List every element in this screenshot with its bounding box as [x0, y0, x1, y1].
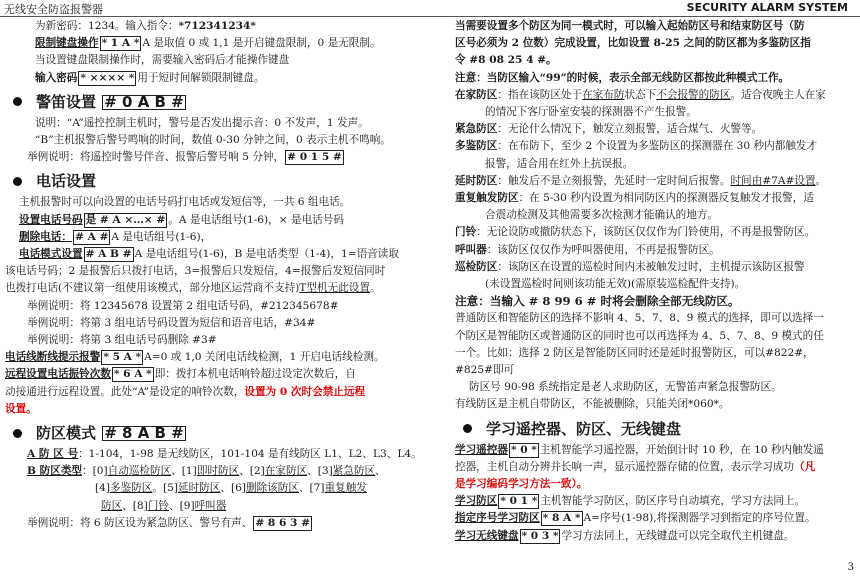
elderly-zone-note: 防区号 90-98 系统指定是老人求助防区，无警笛声紧急报警防区。 [469, 381, 782, 394]
ring-warning-cont [5, 401, 445, 418]
text: 时间由#7A#设置 [730, 174, 816, 187]
text: 、[2] [239, 465, 265, 478]
page-header [0, 0, 860, 17]
zone-type-0: 自动巡检防区 [107, 465, 172, 478]
learn-remote-cont [455, 459, 855, 476]
learn-note-red: （凡 [794, 460, 816, 473]
delete-phone-line [5, 229, 445, 246]
ring-count-keys: * 6 A * [113, 368, 152, 381]
learn-indexed-zone-line [455, 510, 855, 527]
patrol-zone-cont: (未设置巡检时间则该功能无效)(需原装巡检配件支持)。 [485, 278, 746, 291]
learn-heading [455, 418, 855, 440]
keypad-limit-note: 当设置键盘限制操作时，需要输入密码后才能操作键盘 [35, 54, 290, 67]
zone-mode-heading [5, 422, 445, 444]
bullet-icon [13, 97, 22, 106]
text: 。[5] [152, 482, 178, 495]
zone-example-keys: # 8 6 3 # [255, 516, 310, 529]
phone-heading [5, 170, 445, 192]
zone-type-line [5, 463, 445, 480]
text: ：[0] [82, 465, 108, 478]
phone-mode-note [5, 280, 445, 297]
learn-title: 学习遥控器、防区、无线键盘 [486, 419, 682, 438]
learn-remote-cont-2 [455, 476, 855, 493]
text: ：该防区仅仅作为呼叫器使用，不再是报警防区。 [486, 243, 720, 256]
phone-mode-line [5, 246, 445, 263]
input-password-line [5, 70, 445, 87]
mode-note-2: 个防区是智能防区或普通防区的同时也可以再选择为 4、5、7、8、9 模式的任 [455, 329, 824, 342]
zone-number-line [5, 446, 445, 463]
text: ：1-104，1-98 是无线防区，101-104 是有线防区 L1、L2、L3、L4。 [78, 448, 422, 461]
bullet-icon [463, 424, 472, 433]
t-model-note: T型机无此设置 [299, 282, 370, 295]
text: ：触发后不是立刻报警，先延时一定时间后报警。 [497, 174, 731, 187]
zone-type-9: 呼叫器 [194, 499, 227, 512]
patrol-zone-line [455, 259, 855, 276]
wired-zone-note: 有线防区是主机自带防区，不能被删除，只能关闭*060*。 [455, 398, 730, 411]
text: ：在 5-30 秒内设置为相同防区内的探测器反复触发才报警，适 [518, 192, 814, 205]
zone-type-4: 多鉴防区 [110, 482, 153, 495]
learn-remote-line [455, 442, 855, 459]
learn-keypad-label: 学习无线键盘 [455, 529, 519, 542]
learn-keypad-keys: * 0 3 * [521, 529, 559, 542]
text: 、[9] [168, 499, 195, 512]
line-cut-text: A=0 或 1,0 关闭电话线检测，1 开启电话线检测。 [144, 351, 385, 364]
zone-type-2: 在家防区 [264, 465, 308, 478]
page-number: 3 [847, 562, 854, 573]
multi-detect-zone-line [455, 138, 855, 155]
text: 。 [815, 174, 827, 187]
zone-example [5, 515, 445, 532]
keypad-limit-keys: * 1 A * [101, 37, 140, 50]
emergency-zone-label: 紧急防区 [455, 123, 498, 136]
learn-note-red-end: 是学习编码学习方法一致）。 [455, 478, 588, 491]
header-title-en: SECURITY ALARM SYSTEM [686, 1, 848, 14]
learn-remote-label: 学习遥控器 [455, 443, 508, 456]
zone-type-line-3 [5, 498, 445, 515]
left-column [5, 18, 445, 532]
multi-zone-note-1: 当需要设置多个防区为同一模式时，可以输入起始防区号和结束防区号（防 [455, 20, 805, 32]
set-phone-text: 。A 是电话组号(1-6)，× 是电话号码 [168, 213, 344, 226]
text: 不会报警的防区 [656, 88, 731, 101]
doorbell-line [455, 224, 855, 241]
mode-note-1: 普通防区和智能防区的选择不影响 4、5、7、8、9 模式的选择，即可以选择一 [455, 312, 824, 325]
text: 主机智能学习遥控器，开始倒计时 10 秒，在 10 秒内触发遥 [539, 443, 824, 456]
zone-mode-keys: # 8 A B # [104, 424, 184, 443]
pager-label: 呼叫器 [455, 243, 487, 256]
delete-phone-text: A 是电话组号(1-6)， [111, 230, 212, 243]
zone-type-label: B 防区类型 [27, 465, 83, 478]
text: [4] [95, 482, 111, 495]
delay-zone-line [455, 173, 855, 190]
phone-title: 电话设置 [36, 172, 97, 191]
text: 、[8] [122, 499, 148, 512]
multi-detect-zone-cont: 报警，适合用在红外上抗误报。 [485, 157, 634, 170]
zone-type-1: 即时防区 [196, 465, 240, 478]
text: 动接通进行远程设置。此处“A”是设定的响铃次数， [5, 385, 245, 398]
text: 主机智能学习防区，防区序号自动填充，学习方法同上。 [540, 495, 806, 508]
text: 、[3] [307, 465, 333, 478]
patrol-zone-label: 巡检防区 [455, 260, 498, 273]
phone-intro: 主机报警时可以向设置的电话号码打电话或发短信等，一共 6 组电话。 [19, 196, 351, 209]
delete-all-note: 注意：当输入 # 8 99 6 # 时将会删除全部无线防区。 [455, 294, 740, 309]
siren-keys: # 0 A B # [104, 92, 184, 111]
learn-zone-line [455, 493, 855, 510]
phone-example-2: 举例说明：将第 3 组电话号码设置为短信和语音电话，#34# [27, 316, 316, 329]
siren-desc-b: “B”主机报警后警号鸣响的时间，数值 0-30 分钟之间，0 表示主机不鸣响。 [35, 134, 391, 147]
repeat-zone-cont: 合震动检测及其他需要多次检测才能确认的地方。 [485, 209, 719, 222]
siren-desc-a: 说明：“A”遥控控制主机时，警号是否发出提示音：0 不发声，1 发声。 [35, 116, 369, 129]
delete-phone-label: 删除电话： [19, 230, 72, 243]
learn-remote-keys: * 0 * [510, 443, 537, 456]
text: ：无论什么情况下，触发立刻报警，适合煤气、火警等。 [497, 123, 763, 136]
bullet-icon [13, 177, 22, 186]
keypad-limit-line [5, 35, 445, 52]
keypad-limit-text: A 是取值 0 或 1,1 是开启键盘限制，0 是无限制。 [142, 37, 381, 50]
text: 、[6] [220, 482, 246, 495]
all-zones-note: 注意：当防区输入“99”的时候，表示全部无线防区都按此种模式工作。 [455, 71, 790, 84]
text: 举例说明：将遥控时警号伴音、报警后警号响 5 分钟， [27, 151, 285, 164]
repeat-zone-label: 重复触发防区 [455, 192, 519, 205]
multi-zone-note-3: 令 #8 08 25 4 #。 [455, 54, 557, 67]
learn-keypad-line [455, 528, 855, 545]
header-title-cn: 无线安全防盗报警器 [4, 3, 103, 16]
repeat-zone-line [455, 190, 855, 207]
line-cut-keys: * 5 A * [103, 351, 142, 364]
ring-count-cont [5, 384, 445, 401]
phone-mode-label: 电话模式设置 [19, 248, 83, 261]
delete-phone-keys: # A # [74, 230, 109, 243]
learn-zone-label: 学习防区 [455, 495, 498, 508]
text: 状态下 [624, 88, 657, 101]
delay-zone-label: 延时防区 [455, 174, 498, 187]
text: 。适合夜晚主人在家 [730, 88, 826, 101]
ring-count-line [5, 366, 445, 383]
bullet-icon [13, 429, 22, 438]
ring-warning: 设置为 0 次时会禁止远程 [244, 385, 366, 398]
text: 在家布防 [582, 88, 625, 101]
mode-note-3: 一个。比如：选择 2 防区是智能防区同时还是延时报警防区，可以#822#， [455, 346, 814, 359]
text: 、 [375, 465, 386, 478]
phone-example-3: 举例说明：将第 3 组电话号码删除 #3# [27, 334, 217, 347]
text: ：该防区在设置的巡检时间内未被触发过时，主机提示该防区报警 [497, 260, 805, 273]
siren-example [5, 149, 445, 166]
siren-example-keys: # 0 1 5 # [287, 151, 342, 164]
set-phone-keys: 是 # A ×…× # [85, 213, 166, 226]
text: 控器，主机自动分辨并长响一声，显示遥控器存储的位置，表示学习成功 [455, 460, 794, 473]
text: 举例说明：将 6 防区设为紧急防区、警号有声、 [27, 516, 253, 529]
input-password-keys: * ×××× * [80, 71, 135, 84]
learn-indexed-zone-label: 指定序号学习防区 [455, 512, 540, 525]
zone-mode-title: 防区模式 [36, 424, 97, 443]
learn-zone-keys: * 0 1 * [500, 495, 538, 508]
zone-type-5: 延时防区 [178, 482, 221, 495]
line-cut-alarm-line [5, 349, 445, 366]
text: 也拨打电话(不建议第一组使用该模式，部分地区运营商不支持) [5, 282, 300, 295]
text: 学习方法同上，无线键盘可以完全取代主机键盘。 [561, 529, 795, 542]
input-password-text: 用于短时间解锁限制键盘。 [137, 71, 265, 84]
emergency-zone-line [455, 121, 855, 138]
text: 防区 [101, 499, 123, 512]
siren-heading [5, 91, 445, 113]
text: ：指在该防区处于 [497, 88, 583, 101]
text: A=序号(1-98),将探测器学习到指定的序号位置。 [583, 512, 816, 525]
phone-mode-keys: # A B # [85, 248, 132, 261]
command-code: *712341234* [178, 20, 256, 32]
zone-type-3: 紧急防区 [332, 465, 376, 478]
ring-warning-end: 设置。 [5, 402, 37, 415]
siren-title: 警笛设置 [36, 92, 97, 111]
text: 。 [369, 282, 381, 295]
home-zone-cont: 的情况下客厅卧室安装的探测器不产生报警。 [485, 106, 697, 119]
phone-mode-text: A 是电话组号(1-6)，B 是电话类型（1-4)，1=语音读取 [134, 248, 399, 261]
ring-count-label: 远程设置电话振铃次数 [5, 368, 111, 381]
text: 、[7] [298, 482, 325, 495]
new-password-line [5, 18, 445, 35]
text: ：在布防下，至少 2 个设置为多鉴防区的探测器在 30 秒内都触发才 [497, 140, 818, 153]
doorbell-label: 门铃 [455, 226, 477, 239]
mode-note-4: #825#即可 [455, 364, 515, 377]
zone-type-line-2 [5, 480, 445, 497]
keypad-limit-label: 限制键盘操作 [35, 37, 99, 50]
right-column [455, 18, 855, 545]
home-zone-line [455, 87, 855, 104]
multi-detect-zone-label: 多鉴防区 [455, 140, 498, 153]
pager-line [455, 242, 855, 259]
home-zone-label: 在家防区 [455, 88, 498, 101]
set-phone-line [5, 212, 445, 229]
text: 为新密码：1234。输入指令： [35, 20, 179, 32]
ring-count-text: 即：拨打本机电话响铃超过设定次数后，自 [154, 368, 356, 381]
multi-zone-note-2: 区号必须为 2 位数）完成设置，比如设置 8-25 之间的防区都为多鉴防区指 [455, 37, 811, 50]
text: ：无论设防或撤防状态下，该防区仅仅作为门铃使用，不再是报警防区。 [476, 226, 816, 239]
line-cut-label: 电话线断线提示报警 [5, 351, 101, 364]
set-phone-label: 设置电话号码 [19, 213, 83, 226]
text: 、[1] [171, 465, 197, 478]
zone-type-6: 删除该防区 [245, 482, 299, 495]
input-password-label: 输入密码 [35, 71, 78, 84]
zone-type-7: 重复触发 [324, 482, 367, 495]
learn-indexed-zone-keys: * 8 A * [542, 512, 581, 525]
zone-number-label: A 防 区 号 [27, 448, 79, 461]
phone-mode-cont: 该电话号码；2 是报警后只拨打电话，3=报警后只发短信，4=报警后发短信同时 [5, 265, 386, 278]
zone-type-8: 门铃 [147, 499, 169, 512]
phone-example-1: 举例说明：将 12345678 设置第 2 组电话号码，#212345678# [27, 299, 339, 312]
